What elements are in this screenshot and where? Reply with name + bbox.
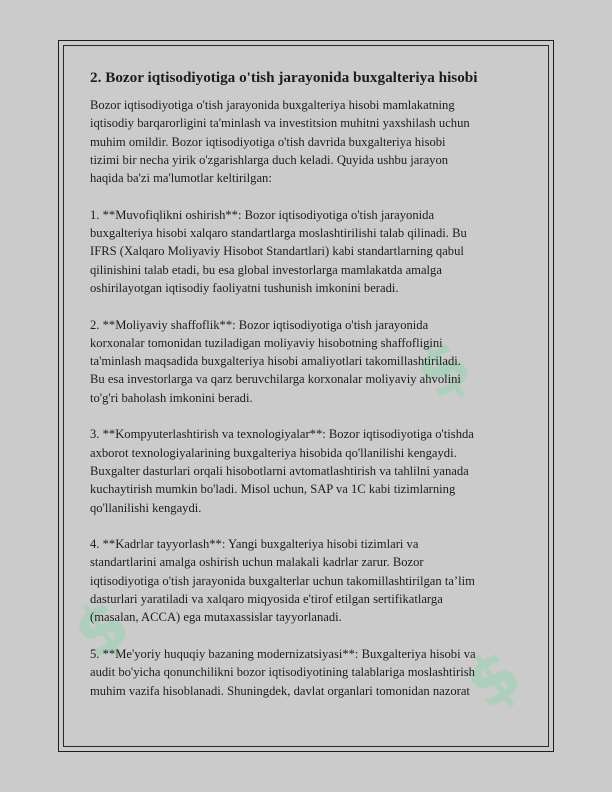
point-5-paragraph: [90, 645, 530, 700]
document-content: [90, 68, 530, 718]
section-heading: 2. Bozor iqtisodiyotiga o'tish jarayonida buxgalteriya hisobi: [90, 69, 478, 86]
text-line: oshirilayotgan iqtisodiy faoliyatni tushunish imkonini beradi.: [90, 280, 399, 295]
text-line: ta'minlash maqsadida buxgalteriya hisobi amaliyotlari takomillashtiriladi.: [90, 354, 461, 369]
text-line: kuchaytirish mumkin bo'ladi. Misol uchun, SAP va 1C kabi tizimlarning: [90, 482, 456, 497]
text-line: iqtisodiyotiga o'tish jarayonida buxgalterlar uchun takomillashtirilgan ta’lim: [90, 573, 475, 588]
text-line: qilinishini talab etadi, bu esa global investorlarga mamlakatda amalga: [90, 262, 442, 277]
intro-paragraph: [90, 96, 530, 187]
point-4-paragraph: [90, 535, 530, 626]
text-line: buxgalteriya hisobi xalqaro standartlarga moslashtirilishi talab qilinadi. Bu: [90, 226, 467, 241]
text-line: audit bo'yicha qonunchilikni bozor iqtisodiyotining talablariga moslashtirish: [90, 665, 475, 680]
text-line: haqida ba'zi ma'lumotlar keltirilgan:: [90, 171, 272, 186]
text-line: standartlarini amalga oshirish uchun malakali kadrlar zarur. Bozor: [90, 555, 424, 570]
text-line: Bu esa investorlarga va qarz beruvchilarga korxonalar moliyaviy ahvolini: [90, 372, 461, 387]
text-line: 1. **Muvofiqlikni oshirish**: Bozor iqtisodiyotiga o'tish jarayonida: [90, 207, 435, 222]
text-line: IFRS (Xalqaro Moliyaviy Hisobot Standartlari) kabi standartlarning qabul: [90, 244, 464, 259]
text-line: axborot texnologiyalarining buxgalteriya hisobida qo'llanilishi kengaydi.: [90, 445, 457, 460]
watermark-dollar-icon: $: [401, 323, 486, 416]
text-line: dasturlari yaratiladi va xalqaro miqyosida e'tirof etilgan sertifikatlarga: [90, 592, 443, 607]
text-line: korxonalar tomonidan tuziladigan moliyaviy hisobotning shaffofligini: [90, 335, 443, 350]
text-line: tizimi bir necha yirik o'zgarishlarga duch keladi. Quyida ushbu jarayon: [90, 152, 449, 167]
watermark-dollar-icon: $: [451, 633, 536, 726]
text-line: 3. **Kompyuterlashtirish va texnologiyalar**: Bozor iqtisodiyotiga o'tishda: [90, 427, 474, 442]
text-line: muhim omildir. Bozor iqtisodiyotiga o'tish davrida buxgalteriya hisobi: [90, 134, 446, 149]
watermark-dollar-icon: $: [59, 583, 144, 676]
text-line: muhim vazifa hisoblanadi. Shuningdek, davlat organlari tomonidan nazorat: [90, 683, 470, 698]
point-1-paragraph: [90, 206, 530, 297]
point-3-paragraph: [90, 425, 530, 516]
text-line: qo'llanilishi kengaydi.: [90, 500, 202, 515]
text-line: (masalan, ACCA) ega mutaxassislar tayyorlanadi.: [90, 610, 342, 625]
text-line: 2. **Moliyaviy shaffoflik**: Bozor iqtisodiyotiga o'tish jarayonida: [90, 317, 429, 332]
point-2-paragraph: [90, 316, 530, 407]
text-line: 4. **Kadrlar tayyorlash**: Yangi buxgalteriya hisobi tizimlari va: [90, 537, 419, 552]
text-line: Bozor iqtisodiyotiga o'tish jarayonida buxgalteriya hisobi mamlakatning: [90, 98, 455, 112]
text-line: Buxgalter dasturlari orqali hisobotlarni avtomatlashtirish va tahlilni yanada: [90, 463, 469, 478]
text-line: to'g'ri baholash imkonini beradi.: [90, 390, 253, 405]
text-line: iqtisodiy barqarorligini ta'minlash va investitsion muhitni yaxshilash uchun: [90, 116, 470, 131]
text-line: 5. **Me'yoriy huquqiy bazaning modernizatsiyasi**: Buxgalteriya hisobi va: [90, 646, 476, 661]
